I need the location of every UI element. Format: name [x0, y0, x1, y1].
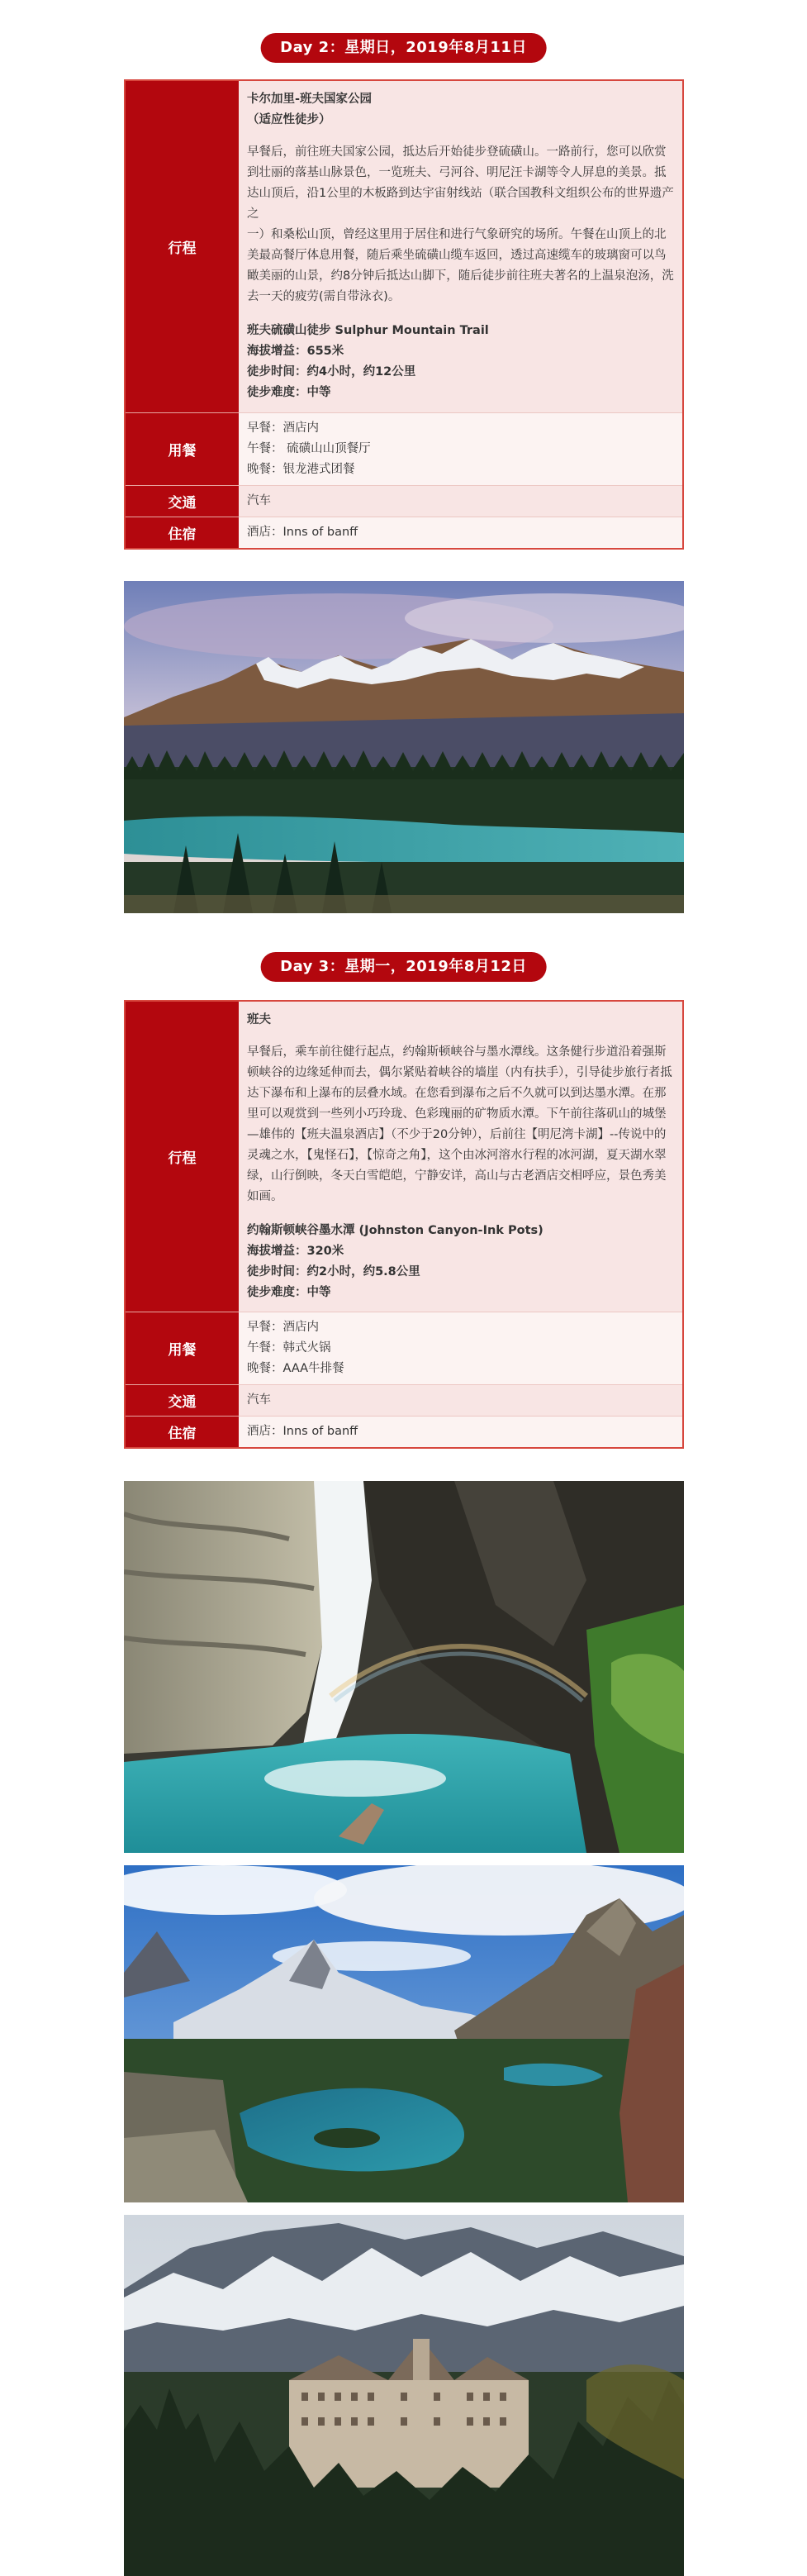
day2-transport-label: 交通 — [125, 485, 239, 517]
day2-hike-difficulty: 徒步难度：中等 — [247, 386, 331, 400]
day2-itinerary-row — [125, 80, 683, 412]
day2-badge: Day 2：星期日，2019年8月11日 — [260, 33, 547, 63]
day3-route: 班夫 — [247, 1012, 271, 1026]
day2-breakfast: 早餐：酒店内 — [247, 421, 319, 435]
day3-hotel-label: 住宿 — [125, 1416, 239, 1448]
day2-hotel-row — [125, 517, 683, 549]
alpine-lake-photo-svg — [124, 1865, 684, 2202]
day3-trail-name: 约翰斯顿峡谷墨水潭 (Johnston Canyon-Ink Pots) — [247, 1223, 544, 1237]
day2-elevation-gain: 海拔增益：655米 — [247, 345, 344, 359]
day3-hotel-row — [125, 1416, 683, 1448]
day2-trail-name: 班夫硫磺山徒步 Sulphur Mountain Trail — [247, 324, 489, 338]
mountain-lake-photo — [124, 581, 684, 913]
waterfall-canyon-photo — [124, 1481, 684, 1853]
day2-itinerary-cell — [239, 80, 683, 412]
waterfall-canyon-photo-svg — [124, 1481, 684, 1853]
day2-meals-row — [125, 412, 683, 485]
day3-hike-time: 徒步时间：约2小时，约5.8公里 — [247, 1264, 420, 1278]
day2-lunch: 午餐： 硫磺山山顶餐厅 — [247, 441, 371, 455]
day3-hike-difficulty: 徒步难度：中等 — [247, 1285, 331, 1299]
day2-hotel-label: 住宿 — [125, 517, 239, 549]
day3-dinner: 晚餐：AAA牛排餐 — [247, 1361, 344, 1375]
day3-itinerary-cell — [239, 1001, 683, 1312]
day2-transport-value: 汽车 — [239, 485, 683, 517]
day2-route: 卡尔加里-班夫国家公园 — [247, 93, 373, 107]
day3-meals-row — [125, 1312, 683, 1384]
day3-description: 早餐后，乘车前往健行起点，约翰斯顿峡谷与墨水潭线。这条健行步道沿着强斯顿峡谷的边缘延伸而去，偶尔紧贴着峡谷的墙崖（内有扶手），引导徒步旅行者抵达下瀑布和上瀑布的层叠水域。在您看到瀑布之后不久就可以到达墨水潭。在那里可以观赏到一些列小巧玲珑、色彩瑰丽的矿物质水潭。下午前往落矶山的城堡—雄伟的【班夫温泉酒店】（不少于20分钟），后前往【明尼湾卡湖】--传说中的灵魂之水，【鬼怪石】，【惊奇之角】，这个由冰河溶水行程的冰河湖，夏天湖水翠绿，山行倒映，冬天白雪皑皑，宁静安详，高山与古老酒店交相呼应，景色秀美如画。 — [247, 1045, 672, 1203]
day2-dinner: 晚餐：银龙港式团餐 — [247, 462, 355, 476]
day3-transport-row — [125, 1384, 683, 1416]
day2-description-part2: 一）和桑松山顶，曾经这里用于居住和进行气象研究的场所。午餐在山顶上的北美最高餐厅体息用餐，随后乘坐硫磺山缆车返回，透过高速缆车的玻璃窗可以鸟瞰美丽的山景，约8分钟后抵达山脚下，随后徒步前往班夫著名的上温泉泡汤，洗去一天的疲劳(需自带泳衣)。 — [247, 228, 674, 304]
day2-description-part1: 早餐后，前往班夫国家公园，抵达后开始徒步登硫磺山。一路前行，您可以欣赏到壮丽的落基山脉景色，一览班夫、弓河谷、明尼汪卡湖等令人屏息的美景。抵达山顶后，沿1公里的木板路到达宇宙射线站（联合国教科文组织公布的世界遗产之 — [247, 145, 674, 221]
day3-meals-label: 用餐 — [125, 1312, 239, 1384]
banff-springs-hotel-photo-svg — [124, 2215, 684, 2576]
day2-meals-label: 用餐 — [125, 412, 239, 485]
day3-hotel-value: 酒店：Inns of banff — [239, 1416, 683, 1448]
day3-transport-label: 交通 — [125, 1384, 239, 1416]
day2-hotel-value: 酒店：Inns of banff — [239, 517, 683, 549]
day2-itinerary-table — [124, 79, 684, 550]
mountain-lake-photo-svg — [124, 581, 684, 913]
day3-itinerary-label: 行程 — [125, 1001, 239, 1312]
day2-description — [247, 142, 674, 307]
day3-elevation-gain: 海拔增益：320米 — [247, 1244, 344, 1258]
day2-meals-cell — [239, 412, 683, 485]
banff-springs-hotel-photo — [124, 2215, 684, 2576]
day3-meals-cell — [239, 1312, 683, 1384]
alpine-lake-photo — [124, 1865, 684, 2202]
day2-hike-time: 徒步时间：约4小时，约12公里 — [247, 365, 416, 379]
day3-itinerary-table — [124, 1000, 684, 1449]
day3-transport-value: 汽车 — [239, 1384, 683, 1416]
day3-breakfast: 早餐：酒店内 — [247, 1320, 319, 1334]
day3-badge: Day 3：星期一，2019年8月12日 — [260, 952, 547, 982]
day2-route-note: （适应性徒步） — [247, 113, 331, 127]
day2-transport-row — [125, 485, 683, 517]
day3-lunch: 午餐：韩式火锅 — [247, 1340, 331, 1355]
day2-itinerary-label: 行程 — [125, 80, 239, 412]
day3-itinerary-row — [125, 1001, 683, 1312]
